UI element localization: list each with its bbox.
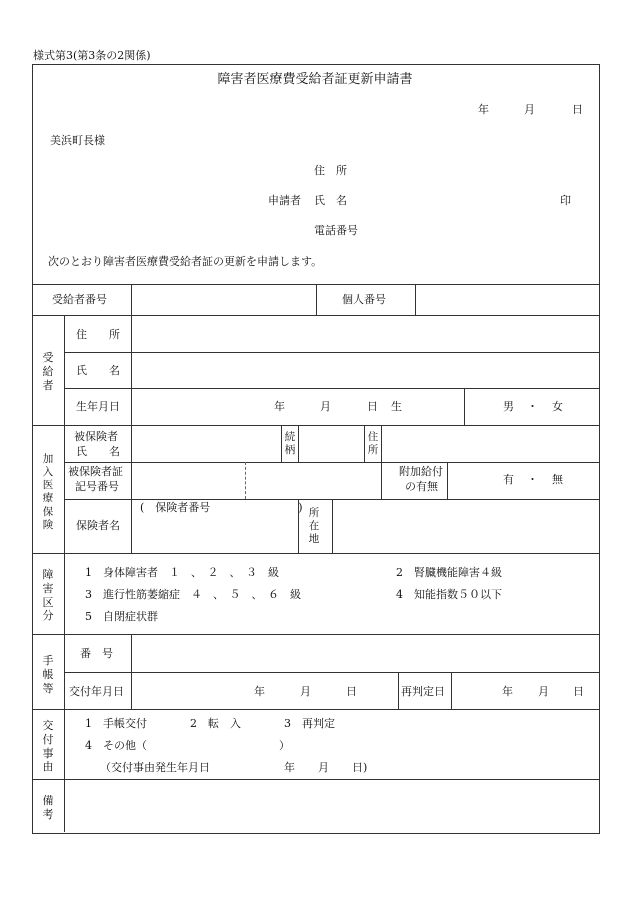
issue-month: 月 (300, 685, 311, 698)
date-month: 月 (524, 103, 535, 116)
extra-yes-option[interactable]: 有 (503, 473, 514, 486)
rejudge-year: 年 (502, 685, 513, 698)
issue-date-label: 交付年月日 (69, 685, 124, 698)
handbook-number-field[interactable] (132, 635, 598, 671)
remarks-label: 備考 (42, 794, 54, 821)
recipient-birth-label: 生年月日 (76, 400, 120, 413)
disability-item-5[interactable]: 5 自閉症状群 (85, 610, 158, 623)
insured-name-label-1: 被保険者 (74, 430, 118, 443)
reason-group-label: 交付事由 (42, 719, 54, 774)
line-relation-left (281, 425, 282, 462)
extra-benefit-label-1: 附加給付 (399, 465, 443, 478)
rejudge-day: 日 (573, 685, 584, 698)
occurrence-month: 月 (318, 761, 329, 774)
rejudge-date-label: 再判定日 (401, 685, 445, 698)
sex-separator: ・ (527, 400, 538, 413)
handbook-number-label: 番 号 (80, 647, 113, 660)
sex-female-option[interactable]: 女 (552, 400, 563, 413)
disability-item-4[interactable]: 4 知能指数５０以下 (396, 588, 502, 601)
seal-mark: 印 (560, 194, 571, 207)
individual-number-field[interactable] (416, 285, 598, 314)
disability-item-2[interactable]: 2 腎臓機能障害４級 (396, 566, 502, 579)
remarks-field[interactable] (65, 780, 598, 831)
applicant-name-label: 氏 名 (314, 194, 347, 207)
reason-item-4[interactable]: 4 その他（ ） (85, 739, 290, 752)
location-field[interactable] (333, 500, 598, 552)
line-group-label-divider (64, 315, 65, 832)
request-text: 次のとおり障害者医療費受給者証の更新を申請します。 (48, 255, 323, 268)
applicant-label: 申請者 (268, 194, 301, 207)
applicant-phone-label: 電話番号 (314, 224, 358, 237)
birth-year: 年 (274, 400, 285, 413)
form-code: 様式第3(第3条の2関係) (33, 49, 151, 62)
insured-name-field[interactable] (132, 426, 280, 461)
extra-separator: ・ (527, 473, 538, 486)
birth-suffix: 生 (391, 400, 402, 413)
extra-benefit-label-2: の有無 (405, 480, 438, 493)
applicant-address-label: 住 所 (314, 164, 347, 177)
individual-number-label: 個人番号 (342, 293, 386, 306)
form-title: 障害者医療費受給者証更新申請書 (217, 72, 413, 87)
line-rejudge-left (398, 672, 399, 709)
line-handbook-bottom (32, 709, 599, 710)
residence-field[interactable] (382, 426, 598, 461)
card-number-field[interactable] (246, 463, 380, 498)
line-handbook-number-bottom (64, 672, 599, 673)
recipient-address-field[interactable] (132, 316, 598, 351)
occurrence-date-label: （交付事由発生年月日 (100, 761, 210, 774)
occurrence-year: 年 (284, 761, 295, 774)
sex-male-option[interactable]: 男 (503, 400, 514, 413)
relation-field[interactable] (299, 426, 363, 461)
reason-item-1[interactable]: 1 手帳交付 (85, 717, 147, 730)
card-label-2: 記号番号 (75, 480, 119, 493)
recipient-address-label: 住 所 (76, 328, 120, 341)
issue-day: 日 (346, 685, 357, 698)
disability-item-1[interactable]: 1 身体障害者 １ 、 ２ 、 ３ 級 (85, 566, 279, 579)
residence-label: 住所 (367, 431, 379, 457)
insurer-name-field[interactable] (132, 516, 297, 552)
line-extra-right (447, 462, 448, 499)
relation-label: 続柄 (284, 431, 296, 457)
extra-no-option[interactable]: 無 (552, 473, 563, 486)
line-rejudge-right (451, 672, 452, 709)
date-year: 年 (478, 103, 489, 116)
line-residence-left (364, 425, 365, 462)
line-extra-left (381, 462, 382, 499)
disability-item-3[interactable]: 3 進行性筋萎縮症 ４ 、 ５ 、 ６ 級 (85, 588, 301, 601)
insurance-group-label: 加入医療保険 (42, 453, 54, 531)
location-label: 所在地 (308, 507, 320, 546)
reason-item-3[interactable]: 3 再判定 (284, 717, 335, 730)
recipient-group-label: 受給者 (42, 351, 54, 392)
line-name-bottom (64, 388, 599, 389)
card-label-1: 被保険者証 (68, 465, 123, 478)
insurer-name-label: 保険者名 (76, 519, 120, 532)
recipient-number-field[interactable] (132, 285, 315, 314)
line-individual-no-left (316, 284, 317, 315)
handbook-group-label: 手帳等 (42, 654, 54, 695)
disability-group-label: 障害区分 (42, 568, 54, 623)
line-sex-divider (464, 388, 465, 425)
occurrence-day: 日) (352, 761, 368, 774)
birth-month: 月 (320, 400, 331, 413)
line-insurance-bottom (32, 553, 599, 554)
rejudge-month: 月 (538, 685, 549, 698)
reason-item-2[interactable]: 2 転 入 (190, 717, 241, 730)
card-symbol-field[interactable] (132, 463, 244, 498)
recipient-name-label: 氏 名 (76, 364, 120, 377)
birth-day: 日 (367, 400, 378, 413)
insured-name-label-2: 氏 名 (76, 445, 120, 458)
issue-year: 年 (254, 685, 265, 698)
addressee: 美浜町長様 (50, 134, 105, 147)
recipient-name-field[interactable] (132, 353, 598, 387)
recipient-number-label: 受給者番号 (52, 293, 107, 306)
insurer-number-label: ( 保険者番号 ) (140, 501, 303, 514)
date-day: 日 (572, 103, 583, 116)
